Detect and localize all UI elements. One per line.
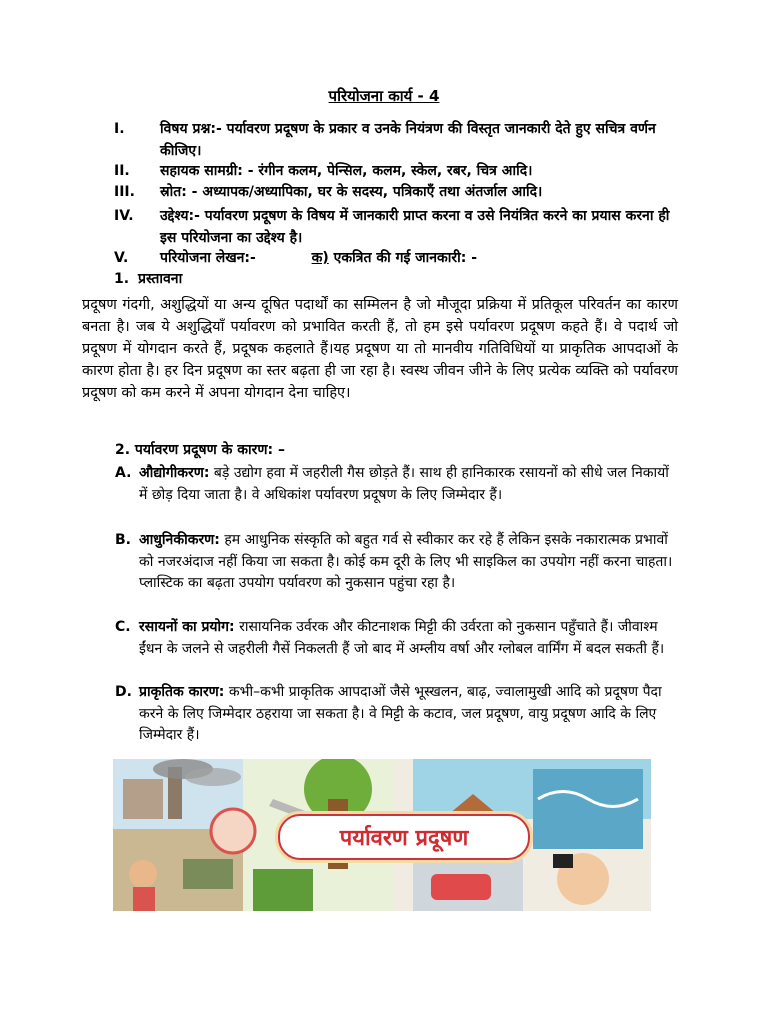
introduction-paragraph: प्रदूषण गंदगी, अशुद्धियों या अन्य दूषित पदार्थों का सम्मिलन है जो मौजूदा प्रक्रिया में प्रतिकूल परिवर्तन का कारण बनता है। जब ये अशुद्धियाँ पर्यावरण को प्रभावित करती हैं, तो हम इसे पर्यावरण प्रदूषण कहते हैं। वे पदार्थ जो प्रदूषण में योगदान करते हैं, प्रदूषक कहलाते हैं।यह प्रदूषण या तो मानवीय गतिविधियों या प्राकृतिक आपदाओं के कारण होता है। हर दिन प्रदूषण का स्तर बढ़ता ही जा रहा है। स्वस्थ जीवन जीने के लिए प्रत्येक व्यक्ति को पर्यावरण प्रदूषण को कम करने में अपना योगदान देना चाहिए।: [82, 297, 678, 401]
ear-cover: [553, 854, 573, 868]
child-body: [133, 887, 155, 911]
item-sources: III. स्रोत: - अध्यापक/अध्यापिका, घर के सदस्य, पत्रिकाएँ तथा अंतर्जाल आदि।: [114, 184, 543, 200]
child-face: [129, 860, 157, 888]
car: [431, 874, 491, 900]
item-objective: IV. उद्देश्य:- पर्यावरण प्रदूषण के विषय में जानकारी प्राप्त करना व उसे नियंत्रित करने का प्रयास करना ही इस परियोजना का उद्देश्य है।: [114, 208, 670, 246]
cause-modernization: B. आधुनिकीकरण: हम आधुनिक संस्कृति को बहुत गर्व से स्वीकार कर रहे हैं लेकिन इसके नकारात्मक प्रभावों को नजरअंदाज नहीं किया जा सकता है। कोई कम दूरी के लिए भी साइकिल का उपयोग नहीं करना चाहता। प्लास्टिक का बढ़ता उपयोग पर्यावरण को नुकसान पहुंचा रहा है।: [115, 532, 673, 591]
water-drop-icon: [211, 809, 255, 853]
smoke-cloud: [185, 768, 241, 786]
flood-water: [533, 769, 643, 849]
item-introduction-heading: 1. प्रस्तावना: [114, 271, 183, 287]
sub-marker: क): [311, 250, 329, 266]
factory-building: [123, 779, 163, 819]
item-subject-question: I. विषय प्रश्न:- पर्यावरण प्रदूषण के प्रकार व उनके नियंत्रण की विस्तृत जानकारी देते हुए सचित्र वर्णन कीजिए।: [114, 121, 656, 159]
item-project-writing: V. परियोजना लेखन:- क) एकत्रित की गई जानकारी: -: [114, 250, 478, 266]
garbage-pile: [183, 859, 233, 889]
page-title: परियोजना कार्य - 4: [328, 87, 440, 105]
bushes: [253, 869, 313, 911]
item-materials: II. सहायक सामग्री: - रंगीन कलम, पेन्सिल, कलम, स्केल, रबर, चित्र आदि।: [114, 163, 533, 179]
cause-chemicals: C. रसायनों का प्रयोग: रासायनिक उर्वरक और कीटनाशक मिट्टी की उर्वरता को नुकसान पहुँचाते हैं। जीवाश्म ईंधन के जलने से जहरीली गैसें निकलती हैं जो बाद में अम्लीय वर्षा और ग्लोबल वार्मिंग में बदल सकती हैं।: [115, 619, 665, 657]
causes-heading: 2. पर्यावरण प्रदूषण के कारण: –: [115, 442, 285, 458]
cause-natural: D. प्राकृतिक कारण: कभी–कभी प्राकृतिक आपदाओं जैसे भूस्खलन, बाढ़, ज्वालामुखी आदि को प्रदूषण पैदा करने के लिए जिम्मेदार ठहराया जा सकता है। वे मिट्टी के कटाव, जल प्रदूषण, वायु प्रदूषण आदि के लिए जिम्मेदार हैं।: [115, 684, 662, 743]
illustration-badge: पर्यावरण प्रदूषण: [278, 814, 530, 860]
cause-industrialization: A. औद्योगीकरण: बड़े उद्योग हवा में जहरीली गैस छोड़ते हैं। साथ ही हानिकारक रसायनों को सीधे जल निकायों में छोड़ दिया जाता है। वे अधिकांश पर्यावरण प्रदूषण के लिए जिम्मेदार हैं।: [115, 465, 669, 503]
